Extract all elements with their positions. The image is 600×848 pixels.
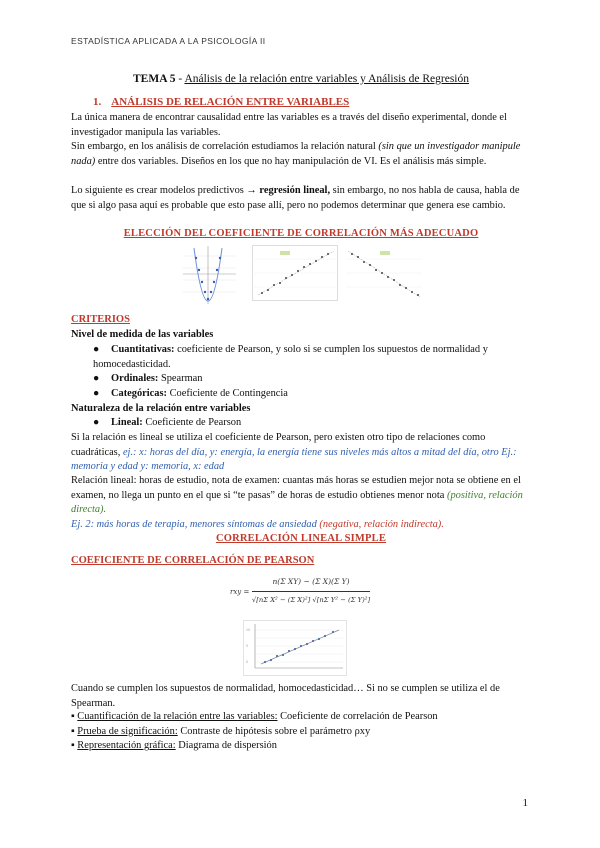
bullet-dot: ●	[93, 417, 100, 428]
heading-correlacion-simple-text: CORRELACIÓN LINEAL SIMPLE	[215, 533, 387, 544]
section-1-text: ANÁLISIS DE RELACIÓN ENTRE VARIABLES	[111, 96, 350, 108]
bullet-cuantitativas-label: Cuantitativas:	[111, 344, 175, 355]
paragraph-7: Cuando se cumplen los supuestos de normalidad, homocedasticidad… Si no se cumplen se utiliza el de Spearman.	[71, 683, 500, 709]
section-1-heading	[93, 96, 349, 108]
bullet-dot: ●	[93, 373, 100, 384]
bullet-categoricas-text: Coeficiente de Contingencia	[166, 388, 288, 399]
formula-lhs: rxy =	[230, 588, 250, 596]
bullet-lineal	[93, 416, 533, 431]
section-1-number: 1.	[93, 96, 102, 108]
list-item-2	[71, 725, 531, 740]
p4-example: ej.: x: horas del día, y: energía, la energía tiene sus niveles más altos a mitad del día, otro Ej.: memoria y edad y: memoria, x: edad	[71, 446, 517, 472]
p4-text: Si la relación es lineal se utiliza el coeficiente de Pearson, pero existen otro tipo de relaciones como cuadráticas,	[71, 432, 486, 458]
p3-bold: regresión lineal,	[259, 185, 331, 196]
bullet-ordinales-text: Spearman	[158, 373, 203, 384]
document-header: ESTADÍSTICA APLICADA A LA PSICOLOGÍA II	[71, 36, 266, 46]
nivel-medida-heading: Nivel de medida de las variables	[71, 329, 214, 340]
svg-text:5: 5	[246, 644, 249, 648]
p6-negative: (negativa, relación indirecta).	[319, 519, 444, 530]
heading-correlacion-simple	[71, 533, 531, 544]
formula-numerator: n(Σ XY) − (Σ X)(Σ Y)	[272, 577, 350, 586]
p2-text-a: Sin embargo, en los análisis de correlación estudiamos la relación natural	[71, 141, 379, 152]
square-bullet: ▪	[71, 726, 75, 737]
criterios-heading: CRITERIOS	[71, 314, 130, 325]
paragraph-2	[71, 140, 531, 169]
page-title	[71, 73, 531, 85]
heading-pearson: COEFICIENTE DE CORRELACIÓN DE PEARSON	[71, 555, 315, 566]
bullet-categoricas-label: Categóricas:	[111, 388, 167, 399]
title-bold: TEMA 5	[133, 73, 176, 85]
paragraph-5	[71, 474, 531, 518]
pearson-formula	[230, 574, 372, 616]
svg-text:0: 0	[246, 660, 249, 664]
paragraph-4	[71, 431, 531, 475]
bullet-ordinales	[93, 372, 533, 387]
p3-text-c: sin embargo, no nos habla de causa, habla de que si algo pasa aquí es probable que esto pase allí, pero no podemos determinar que genera ese cambio.	[71, 185, 520, 211]
bullet-dot: ●	[93, 388, 100, 399]
list-item-1-label: Cuantificación de la relación entre las variables:	[77, 711, 278, 722]
negative-linear-scatter-figure	[344, 245, 424, 301]
title-sep: -	[175, 73, 185, 85]
bullet-dot: ●	[93, 344, 100, 355]
bullet-cuantitativas	[93, 343, 533, 372]
formula-denominator: √[nΣ X² − (Σ X)²] √[nΣ Y² − (Σ Y)²]	[251, 596, 371, 604]
formula-bar	[252, 591, 370, 592]
list-item-1-text: Coeficiente de correlación de Pearson	[277, 711, 438, 722]
heading-eleccion: ELECCIÓN DEL COEFICIENTE DE CORRELACIÓN MÁS ADECUADO	[123, 228, 479, 239]
p5-positive: (positiva, relación directa).	[71, 489, 523, 515]
p5-text: Relación lineal: horas de estudio, nota de examen: cuantas más horas se estudien mejor nota se obtiene en el examen, no llega un punto en el que si “te pasas” de horas de estudio obtienes menor nota	[71, 475, 521, 501]
list-item-2-label: Prueba de significación:	[77, 726, 178, 737]
positive-linear-scatter-figure	[252, 245, 338, 301]
page-number: 1	[522, 797, 528, 809]
bullet-lineal-label: Lineal:	[111, 417, 143, 428]
paragraph-3	[71, 184, 531, 213]
bullet-ordinales-label: Ordinales:	[111, 373, 159, 384]
naturaleza-heading: Naturaleza de la relación entre variables	[71, 403, 251, 414]
list-item-3-text: Diagrama de dispersión	[175, 740, 277, 751]
list-item-1	[71, 710, 531, 725]
bullet-cuantitativas-text: coeficiente de Pearson, y solo si se cumplen los supuestos de normalidad y homocedasticidad.	[93, 344, 488, 370]
paragraph-6	[71, 518, 531, 533]
bullet-categoricas	[93, 387, 533, 402]
list-item-2-text: Contraste de hipótesis sobre el parámetro ρxy	[177, 726, 371, 737]
square-bullet: ▪	[71, 711, 75, 722]
svg-text:10: 10	[246, 628, 251, 632]
title-rest: Análisis de la relación entre variables y Análisis de Regresión	[184, 73, 469, 85]
p2-text-c: entre dos variables. Diseños en los que no hay manipulación de VI. Es el análisis más simple.	[95, 155, 487, 167]
list-item-3-label: Representación gráfica:	[77, 740, 176, 751]
p2-italic: (sin que un investigador manipule nada)	[71, 141, 521, 167]
p3-text-a: Lo siguiente es crear modelos predictivos →	[71, 185, 260, 196]
bullet-lineal-text: Coeficiente de Pearson	[142, 417, 242, 428]
p6-example: Ej. 2: más horas de terapia, menores síntomas de ansiedad	[71, 519, 320, 530]
square-bullet: ▪	[71, 740, 75, 751]
list-item-3	[71, 739, 531, 754]
pearson-scatter-figure	[243, 620, 347, 676]
paragraph-1: La única manera de encontrar causalidad entre las variables es a través del diseño experimental, donde el investigador manipula las variables.	[71, 112, 507, 138]
quadratic-scatter-figure	[178, 244, 238, 306]
